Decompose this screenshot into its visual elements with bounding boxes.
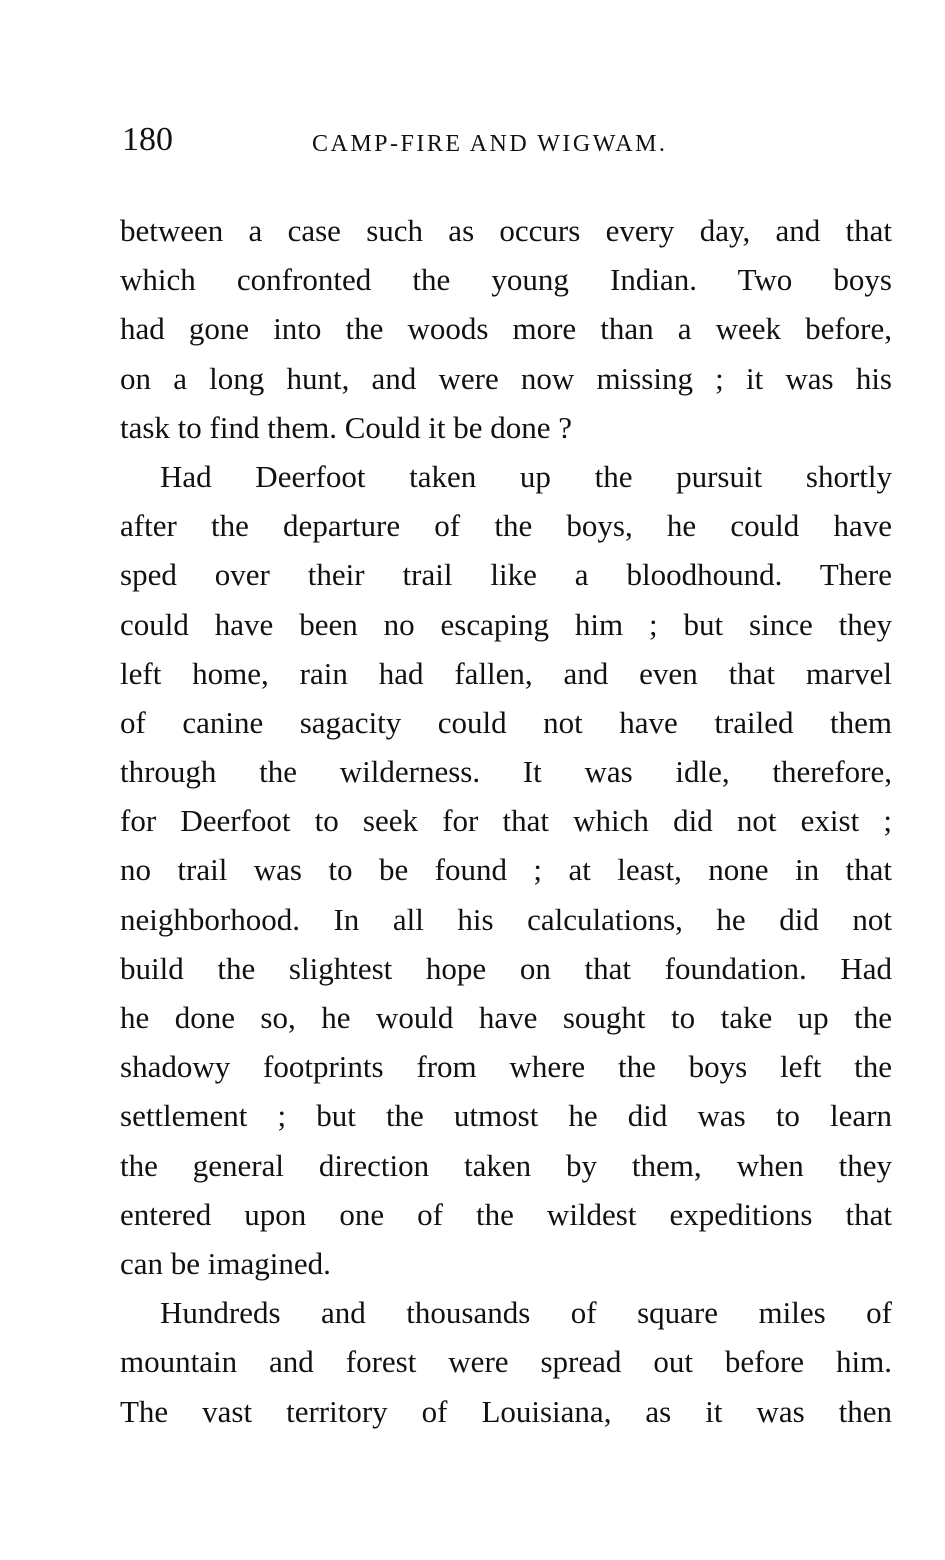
text-line: could have been no escaping him ; but since they (120, 606, 892, 642)
text-line: The vast territory of Louisiana, as it was then (120, 1393, 892, 1429)
text-line: on a long hunt, and were now missing ; it was his (120, 360, 892, 396)
text-line: Had Deerfoot taken up the pursuit shortly (160, 458, 892, 494)
text-line: the general direction taken by them, when they (120, 1147, 892, 1183)
text-line: sped over their trail like a bloodhound. There (120, 557, 892, 593)
text-line: Hundreds and thousands of square miles of (160, 1295, 892, 1331)
text-line: task to find them. Could it be done ? (120, 409, 573, 445)
text-line: mountain and forest were spread out before him. (120, 1344, 892, 1380)
text-line: which confronted the young Indian. Two boys (120, 262, 892, 298)
text-line: entered upon one of the wildest expeditions that (120, 1196, 892, 1232)
text-line: had gone into the woods more than a week before, (120, 311, 892, 347)
text-line: between a case such as occurs every day, and that (120, 213, 892, 248)
text-line: of canine sagacity could not have trailed them (120, 704, 892, 740)
text-line: build the slightest hope on that foundation. Had (120, 950, 892, 986)
page-number: 180 (122, 121, 173, 158)
text-line: through the wilderness. It was idle, therefore, (120, 754, 892, 790)
text-line: after the departure of the boys, he could have (120, 508, 892, 544)
text-line: neighborhood. In all his calculations, he did not (120, 901, 892, 937)
body-text (120, 206, 892, 1436)
text-line: settlement ; but the utmost he did was to learn (120, 1098, 892, 1134)
text-line: shadowy footprints from where the boys left the (120, 1049, 892, 1085)
text-line: he done so, he would have sought to take up the (120, 1000, 892, 1035)
text-line: left home, rain had fallen, and even that marvel (120, 655, 892, 691)
running-title: CAMP-FIRE AND WIGWAM. (312, 131, 668, 157)
text-line: for Deerfoot to seek for that which did not exist ; (120, 803, 892, 839)
text-line: no trail was to be found ; at least, none in that (120, 852, 892, 888)
text-line: can be imagined. (120, 1245, 331, 1281)
page-header (122, 118, 892, 166)
